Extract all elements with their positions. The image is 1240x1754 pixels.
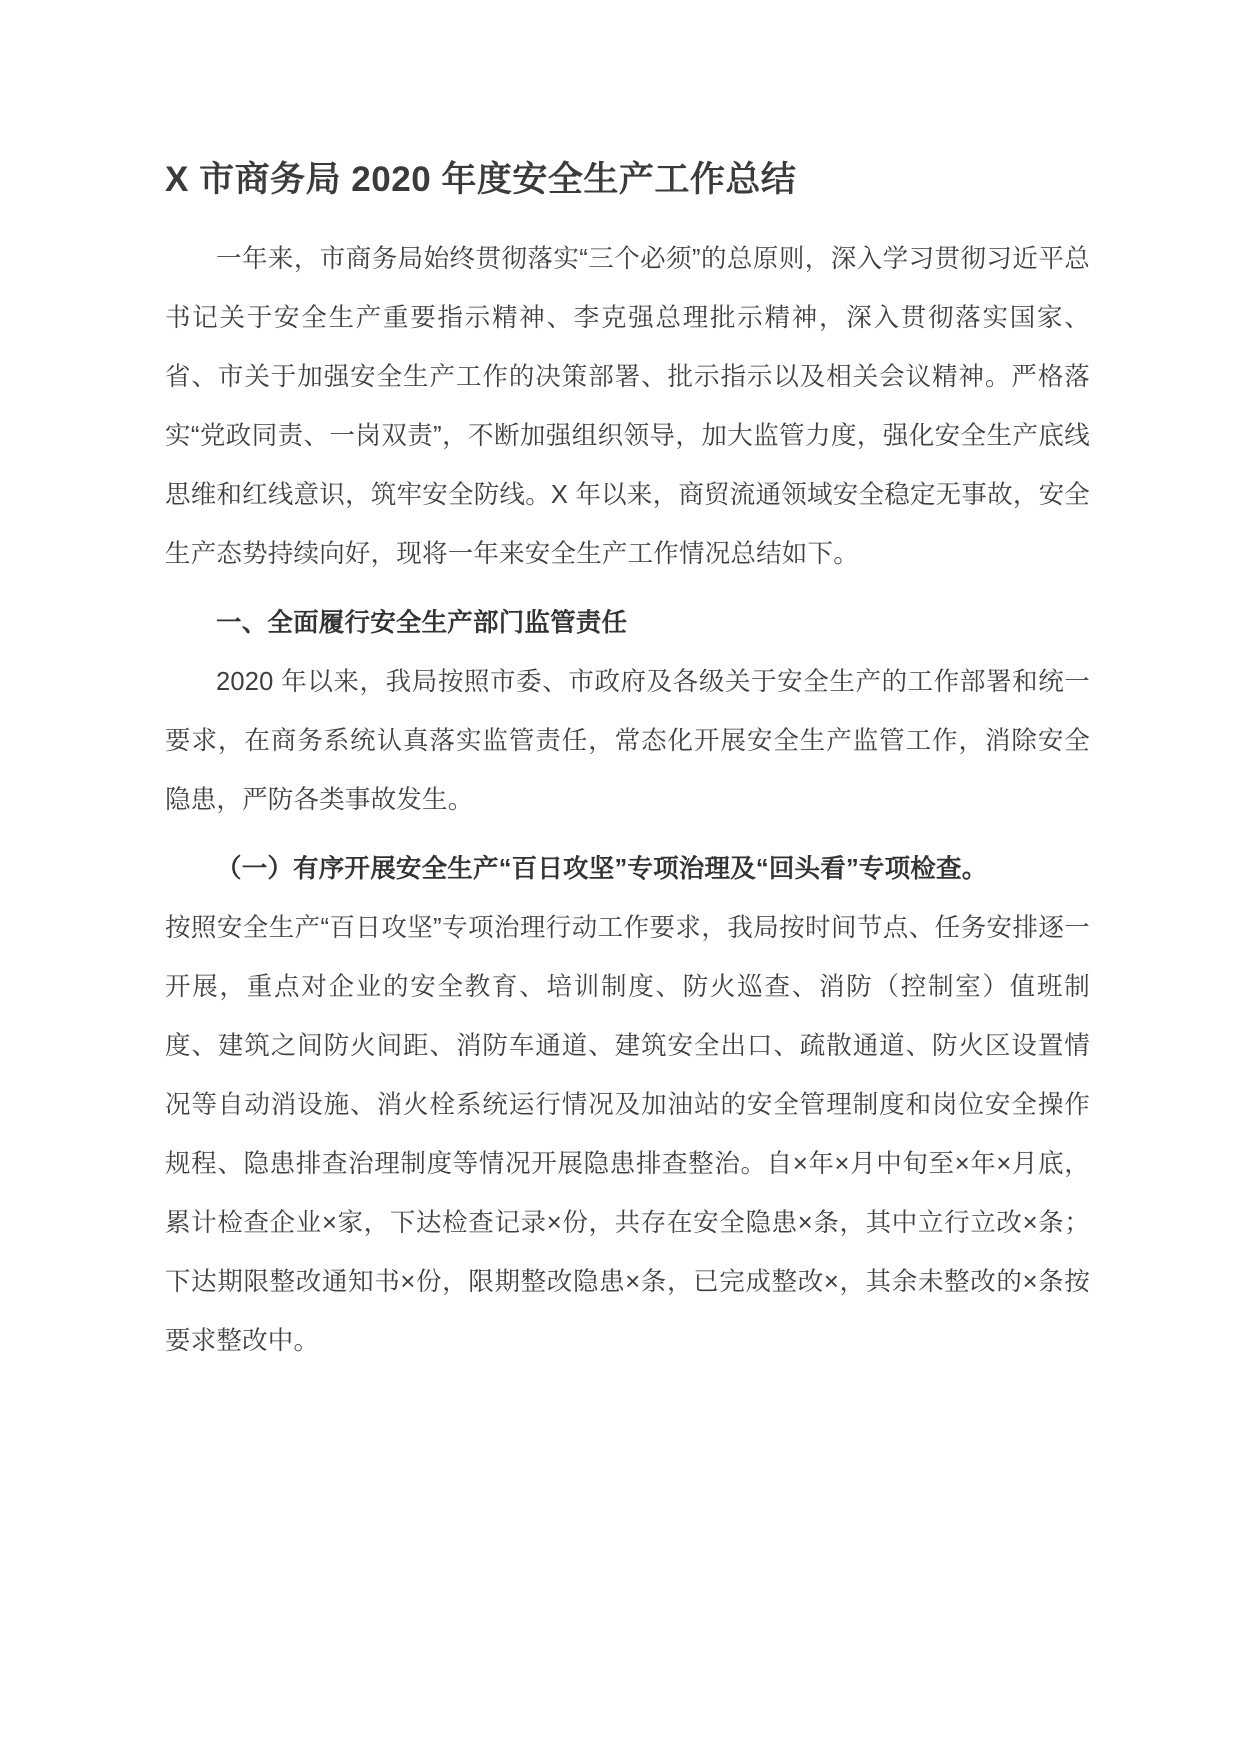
- section-heading-1: 一、全面履行安全生产部门监管责任: [216, 609, 628, 637]
- spacer: [165, 830, 1090, 840]
- page-title: X 市商务局 2020 年度安全生产工作总结: [165, 160, 797, 199]
- subsection-heading-1-1: （一）有序开展安全生产“百日攻坚”专项治理及“回头看”专项检查。: [216, 855, 988, 883]
- spacer: [165, 584, 1090, 594]
- document-body: [165, 230, 1090, 1371]
- subsection-1-1-paragraph: 按照安全生产“百日攻坚”专项治理行动工作要求，我局按时间节点、任务安排逐一开展，重点对企业的安全教育、培训制度、防火巡查、消防（控制室）值班制度、建筑之间防火间距、消防车通道、建筑安全出口、疏散通道、防火区设置情况等自动消设施、消火栓系统运行情况及加油站的安全管理制度和岗位安全操作规程、隐患排查治理制度等情况开展隐患排查整治。自×年×月中旬至×年×月底，累计检查企业×家，下达检查记录×份，共存在安全隐患×条，其中立行立改×条；下达期限整改通知书×份，限期整改隐患×条，已完成整改×，其余未整改的×条按要求整改中。: [165, 914, 1090, 1355]
- intro-paragraph: 一年来，市商务局始终贯彻落实“三个必须”的总原则，深入学习贯彻习近平总书记关于安全生产重要指示精神、李克强总理批示精神，深入贯彻落实国家、省、市关于加强安全生产工作的决策部署、批示指示以及相关会议精神。严格落实“党政同责、一岗双责”，不断加强组织领导，加大监管力度，强化安全生产底线思维和红线意识，筑牢安全防线。X 年以来，商贸流通领域安全稳定无事故，安全生产态势持续向好，现将一年来安全生产工作情况总结如下。: [165, 245, 1090, 568]
- section-1-paragraph: 2020 年以来，我局按照市委、市政府及各级关于安全生产的工作部署和统一要求，在商务系统认真落实监管责任，常态化开展安全生产监管工作，消除安全隐患，严防各类事故发生。: [165, 668, 1090, 814]
